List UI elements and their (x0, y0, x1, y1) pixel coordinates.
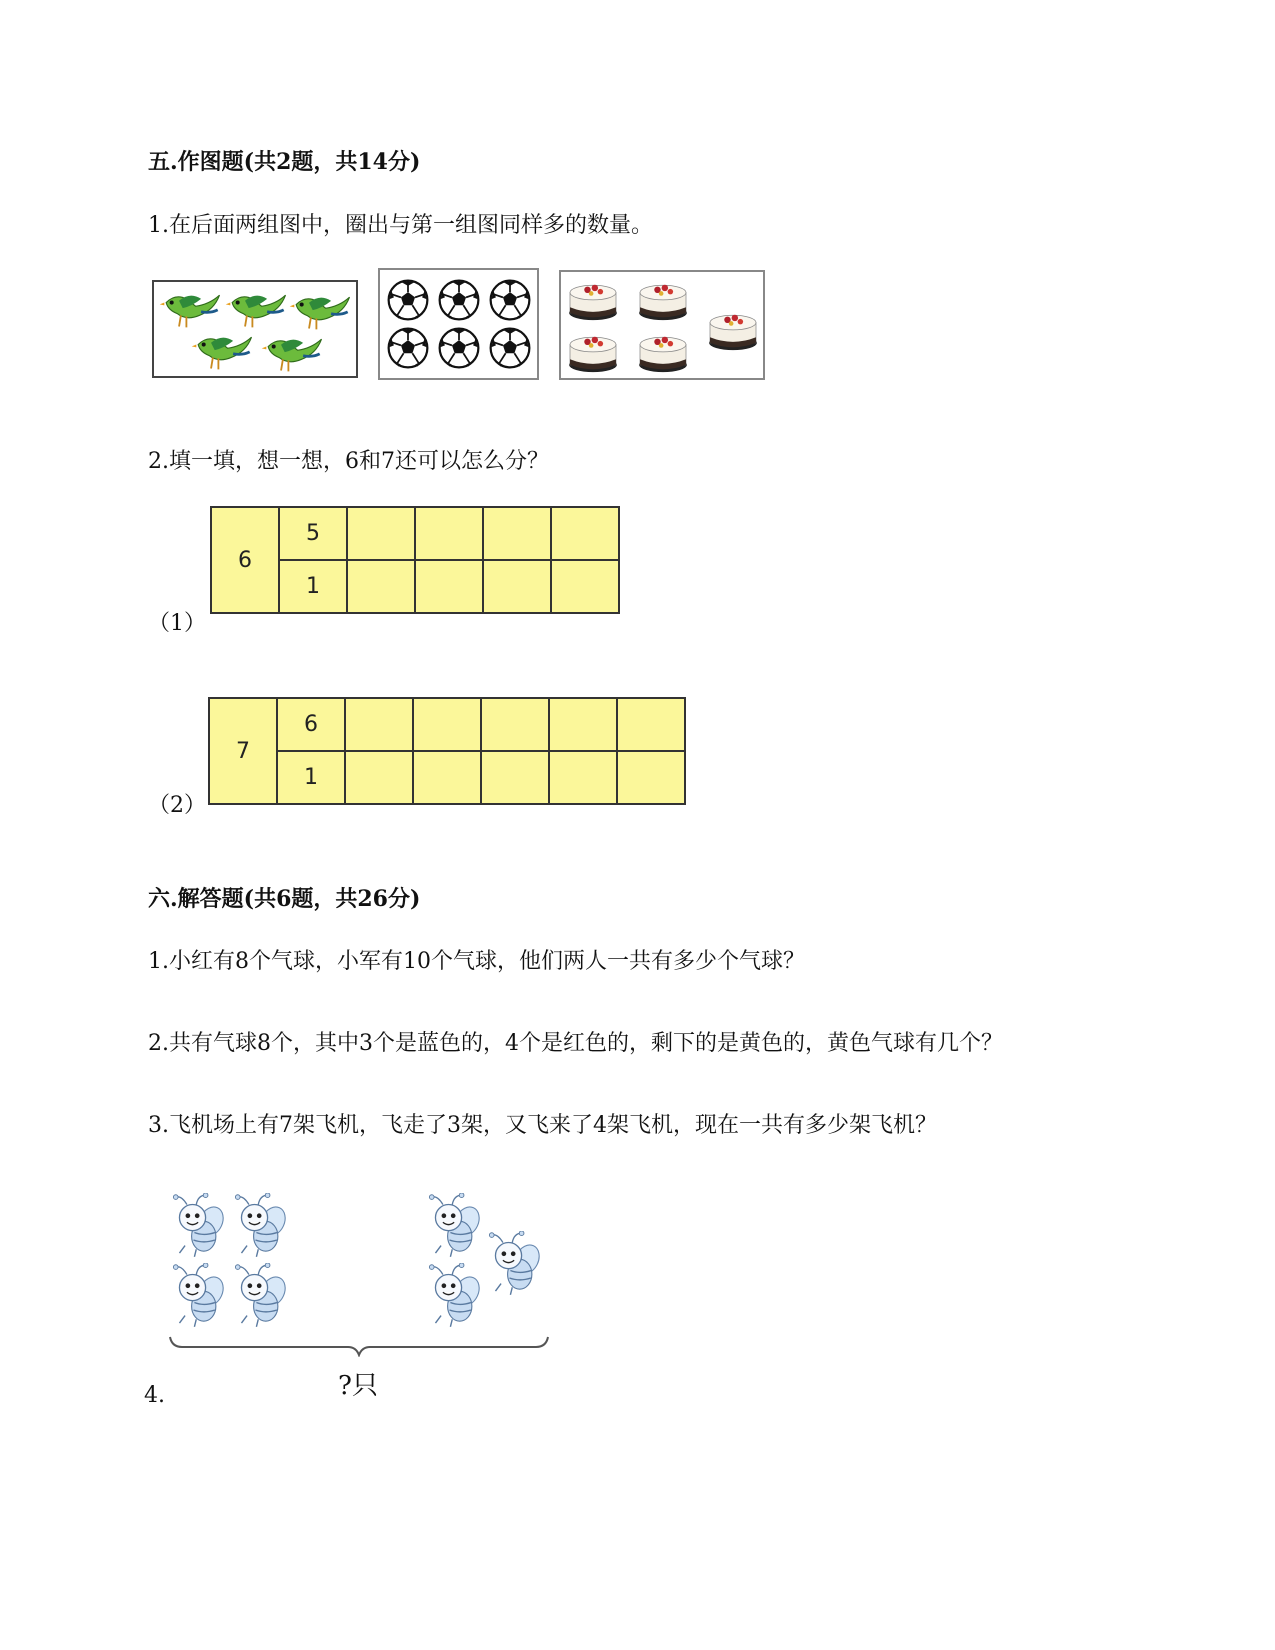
soccer-ball-group-box (378, 268, 539, 380)
bird-icon (260, 330, 326, 376)
section-five-title: 五.作图题(共2题，共14分) (148, 149, 421, 175)
bee-icon (234, 1193, 290, 1259)
blank-cell[interactable] (549, 751, 617, 804)
question-6-2-text: 2.共有气球8个，其中3个是蓝色的，4个是红色的，剩下的是黄色的，黄色气球有几个？ (148, 1031, 1003, 1056)
blank-cell[interactable] (617, 698, 685, 751)
bottom-cell: 1 (277, 751, 345, 804)
soccer-ball-icon (488, 326, 532, 370)
split-table-6 (210, 506, 620, 614)
question-6-1-text: 1.小红有8个气球，小军有10个气球，他们两人一共有多少个气球？ (148, 949, 805, 974)
blank-cell[interactable] (481, 751, 549, 804)
blank-cell[interactable] (549, 698, 617, 751)
blank-cell[interactable] (481, 698, 549, 751)
bee-icon (172, 1193, 228, 1259)
bee-icon (428, 1193, 484, 1259)
bird-icon (288, 288, 354, 334)
blank-cell[interactable] (347, 560, 415, 613)
blank-cell[interactable] (413, 698, 481, 751)
brace (168, 1333, 550, 1357)
bird-icon (158, 286, 224, 332)
total-cell: 7 (209, 698, 277, 804)
soccer-ball-icon (386, 278, 430, 322)
blank-cell[interactable] (551, 560, 619, 613)
cake-icon (565, 276, 621, 322)
question-6-3-text: 3.飞机场上有7架飞机，飞走了3架，又飞来了4架飞机，现在一共有多少架飞机？ (148, 1113, 937, 1138)
cake-icon (705, 306, 761, 352)
blank-cell[interactable] (415, 507, 483, 560)
blank-cell[interactable] (347, 507, 415, 560)
blank-cell[interactable] (415, 560, 483, 613)
brace-label: ?只 (338, 1371, 378, 1401)
blank-cell[interactable] (483, 560, 551, 613)
top-cell: 6 (277, 698, 345, 751)
bottom-cell: 1 (279, 560, 347, 613)
blank-cell[interactable] (551, 507, 619, 560)
total-cell: 6 (211, 507, 279, 613)
soccer-ball-icon (488, 278, 532, 322)
soccer-ball-icon (437, 326, 481, 370)
cake-icon (565, 328, 621, 374)
cake-icon (635, 276, 691, 322)
soccer-ball-icon (437, 278, 481, 322)
table-2-label: （2） (148, 793, 206, 818)
bird-icon (224, 286, 290, 332)
split-table-7 (208, 697, 686, 805)
blank-cell[interactable] (345, 698, 413, 751)
cake-icon (635, 328, 691, 374)
bee-icon (488, 1231, 544, 1297)
blank-cell[interactable] (413, 751, 481, 804)
blank-cell[interactable] (617, 751, 685, 804)
soccer-ball-icon (386, 326, 430, 370)
question-2-text: 2.填一填，想一想，6和7还可以怎么分？ (148, 449, 549, 474)
question-1-text: 1.在后面两组图中，圈出与第一组图同样多的数量。 (148, 213, 653, 238)
bee-icon (172, 1263, 228, 1329)
bird-icon (190, 328, 256, 374)
bee-picture (160, 1185, 560, 1415)
blank-cell[interactable] (345, 751, 413, 804)
top-cell: 5 (279, 507, 347, 560)
bee-icon (234, 1263, 290, 1329)
bee-icon (428, 1263, 484, 1329)
blank-cell[interactable] (483, 507, 551, 560)
table-1-label: （1） (148, 611, 206, 636)
bird-group-box (152, 280, 358, 378)
section-six-title: 六.解答题(共6题，共26分) (148, 886, 421, 912)
cake-group-box (559, 270, 765, 380)
question-6-4-number: 4. (144, 1383, 165, 1408)
